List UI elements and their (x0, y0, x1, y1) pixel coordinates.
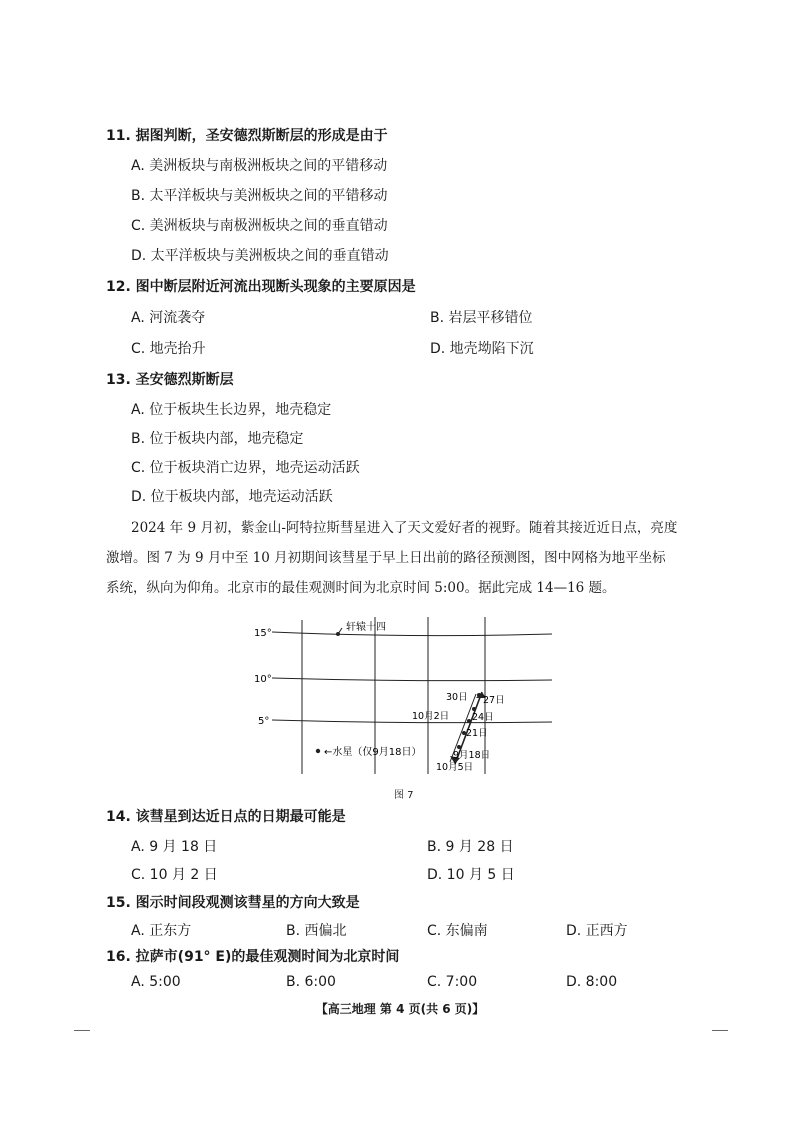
passage-line-3: 系统，纵向为仰角。北京市的最佳观测时间为北京时间 5:00。据此完成 14—16 题。 (106, 580, 616, 596)
y-label-10: 10° (254, 674, 272, 685)
date-label-27: 27日 (483, 695, 505, 706)
crop-mark-right (712, 1030, 728, 1031)
q16-stem: 16. 拉萨市(91° E)的最佳观测时间为北京时间 (106, 949, 400, 965)
q15-option-a: A. 正东方 (131, 923, 192, 939)
date-label-oct2: 10月2日 (412, 711, 450, 722)
date-label-21: 21日 (466, 728, 488, 739)
date-point (472, 707, 476, 711)
mercury-marker (316, 749, 320, 753)
figure-caption: 图 7 (394, 790, 414, 801)
q14-option-a: A. 9 月 18 日 (131, 839, 218, 855)
q13-option-c: C. 位于板块消亡边界，地壳运动活跃 (131, 460, 360, 476)
grid-line-10deg (272, 678, 552, 681)
date-label-sep18: 9月18日 (453, 750, 491, 761)
q16-option-b: B. 6:00 (286, 974, 336, 990)
q15-option-b: B. 西偏北 (286, 923, 347, 939)
figure-7-diagram (250, 612, 560, 782)
q15-option-d: D. 正西方 (566, 923, 628, 939)
q12-stem: 12. 图中断层附近河流出现断头现象的主要原因是 (106, 279, 416, 295)
date-label-30: 30日 (446, 692, 468, 703)
q12-option-a: A. 河流袭夺 (131, 310, 206, 326)
q14-option-c: C. 10 月 2 日 (131, 867, 218, 883)
passage-line-2: 激增。图 7 为 9 月中至 10 月初期间该彗星于早上日出前的路径预测图，图中网格为地平坐标 (106, 550, 666, 566)
q11-option-a: A. 美洲板块与南极洲板块之间的平错移动 (131, 158, 388, 174)
star-marker (336, 632, 340, 636)
q16-option-a: A. 5:00 (131, 974, 181, 990)
page-footer: 【高三地理 第 4 页(共 6 页)】 (315, 1002, 485, 1016)
date-point (467, 719, 471, 723)
q13-option-b: B. 位于板块内部，地壳稳定 (131, 431, 304, 447)
q14-stem: 14. 该彗星到达近日点的日期最可能是 (106, 809, 346, 825)
q12-option-c: C. 地壳抬升 (131, 341, 206, 357)
q12-option-b: B. 岩层平移错位 (430, 310, 533, 326)
q16-option-d: D. 8:00 (566, 974, 618, 990)
q15-option-c: C. 东偏南 (427, 923, 488, 939)
q11-option-d: D. 太平洋板块与美洲板块之间的垂直错动 (131, 248, 389, 264)
q11-option-b: B. 太平洋板块与美洲板块之间的平错移动 (131, 188, 388, 204)
crop-mark-left (74, 1030, 90, 1031)
passage-line-1: 2024 年 9 月初，紫金山-阿特拉斯彗星进入了天文爱好者的视野。随着其接近近日点，亮度 (131, 520, 678, 536)
q13-option-d: D. 位于板块内部，地壳运动活跃 (131, 489, 333, 505)
date-label-oct5: 10月5日 (436, 762, 474, 773)
q14-option-d: D. 10 月 5 日 (427, 867, 515, 883)
date-point (477, 693, 481, 697)
date-point (457, 745, 461, 749)
date-label-24: 24日 (472, 712, 494, 723)
q11-stem: 11. 据图判断，圣安德烈斯断层的形成是由于 (106, 128, 388, 144)
q11-option-c: C. 美洲板块与南极洲板块之间的垂直错动 (131, 218, 388, 234)
grid-line-15deg (272, 632, 552, 636)
y-label-15: 15° (254, 628, 272, 639)
q15-stem: 15. 图示时间段观测该彗星的方向大致是 (106, 895, 360, 911)
q13-stem: 13. 圣安德烈斯断层 (106, 372, 234, 388)
y-label-5: 5° (258, 716, 270, 727)
q14-option-b: B. 9 月 28 日 (427, 839, 514, 855)
q13-option-a: A. 位于板块生长边界，地壳稳定 (131, 402, 332, 418)
star-label: 轩辕十四 (346, 622, 386, 633)
q12-option-d: D. 地壳坳陷下沉 (430, 341, 534, 357)
mercury-label: ←水星（仅9月18日） (324, 747, 422, 758)
q16-option-c: C. 7:00 (427, 974, 478, 990)
